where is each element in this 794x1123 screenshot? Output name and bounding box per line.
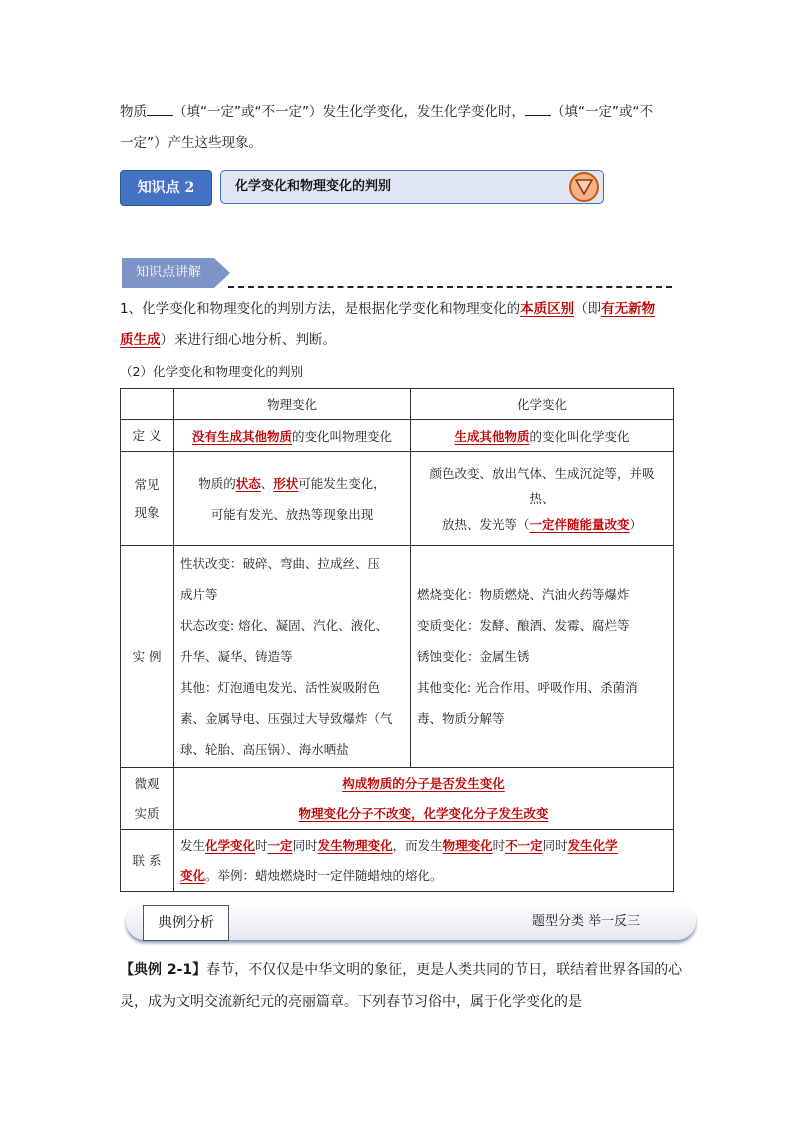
examples-chemical bbox=[411, 546, 674, 768]
text: ，而发生 bbox=[392, 837, 443, 853]
comparison-table bbox=[120, 388, 674, 892]
text: ） bbox=[629, 516, 643, 532]
paragraph-1-line-1 bbox=[120, 299, 655, 319]
text: 发生 bbox=[180, 837, 206, 853]
text: 实质 bbox=[134, 805, 160, 821]
highlight: 形状 bbox=[273, 475, 299, 491]
text: ）来进行细心地分析、判断。 bbox=[160, 332, 336, 348]
table-row bbox=[121, 420, 674, 452]
highlight: 构成物质的分子是否发生变化 bbox=[342, 775, 505, 791]
text: 时 bbox=[492, 837, 506, 853]
highlight: 不一定 bbox=[505, 837, 543, 853]
list-item: 素、金属导电、压强过大导致爆炸（气 bbox=[180, 711, 393, 726]
table-row bbox=[121, 389, 674, 420]
triangle-down-icon[interactable] bbox=[569, 172, 599, 202]
text: 同时 bbox=[542, 837, 568, 853]
list-item: 燃烧变化：物质燃烧、汽油火药等爆炸 bbox=[417, 587, 630, 602]
example-line-2: 灵，成为文明交流新纪元的亮丽篇章。下列春节习俗中，属于化学变化的是 bbox=[120, 994, 582, 1010]
table-row bbox=[121, 830, 674, 892]
highlight: 没有生成其他物质 bbox=[191, 428, 292, 444]
example-banner-caption: 题型分类 举一反三 bbox=[532, 914, 641, 929]
table-row bbox=[121, 452, 674, 546]
text: 热、 bbox=[529, 490, 555, 506]
list-item: 锈蚀变化：金属生锈 bbox=[417, 649, 530, 664]
highlight: 物理变化分子不改变，化学变化分子发生改变 bbox=[298, 805, 549, 821]
phenomena-chemical bbox=[411, 452, 674, 546]
highlight: 一定 bbox=[267, 837, 293, 853]
text: 春节，不仅仅是中华文明的象征，更是人类共同的节日，联结着世界各国的心 bbox=[206, 962, 683, 978]
text: 物质的 bbox=[198, 475, 236, 491]
row-label-micro bbox=[121, 768, 174, 830]
highlight: 物理变化 bbox=[442, 837, 493, 853]
definition-chemical bbox=[411, 420, 674, 452]
row-label-relation: 联 系 bbox=[121, 830, 174, 892]
table-cell-empty bbox=[121, 389, 174, 420]
example-line-1 bbox=[120, 960, 682, 980]
text: 可能有发光、放热等现象出现 bbox=[210, 506, 374, 522]
fill-blank-1[interactable] bbox=[147, 103, 173, 116]
knowledge-point-title: 化学变化和物理变化的判别 bbox=[235, 179, 392, 194]
fill-blank-2[interactable] bbox=[525, 103, 551, 116]
examples-physical bbox=[174, 546, 411, 768]
highlight: 状态 bbox=[235, 475, 261, 491]
phenomena-physical bbox=[174, 452, 411, 546]
row-label-phenomena bbox=[121, 452, 174, 546]
paragraph-1-line-2 bbox=[120, 330, 336, 350]
text: 1、化学变化和物理变化的判别方法，是根据化学变化和物理变化的 bbox=[120, 301, 521, 317]
list-item: 成片等 bbox=[180, 587, 218, 602]
highlight: 生成其他物质 bbox=[454, 428, 530, 444]
highlight: 一定伴随能量改变 bbox=[529, 516, 630, 532]
text: 微观 bbox=[134, 775, 160, 791]
highlight: 发生物理变化 bbox=[317, 837, 393, 853]
list-item: 升华、凝华、铸造等 bbox=[180, 649, 293, 664]
text: 常见 bbox=[134, 476, 160, 492]
text: 同时 bbox=[292, 837, 318, 853]
highlight: 发生化学 bbox=[567, 837, 618, 853]
list-item: 球、轮胎、高压锅）、海水晒盐 bbox=[180, 742, 349, 757]
highlight: 变化 bbox=[180, 867, 206, 883]
highlight-new-substance-cont: 质生成 bbox=[120, 332, 161, 348]
text: 的变化叫化学变化 bbox=[529, 428, 630, 444]
row-label-definition: 定 义 bbox=[121, 420, 174, 452]
list-item: 毒、物质分解等 bbox=[417, 711, 505, 726]
definition-physical bbox=[174, 420, 411, 452]
table-row bbox=[121, 768, 674, 830]
example-label: 【典例 2-1】 bbox=[120, 962, 207, 978]
intro-text: （填“一定”或“不 bbox=[550, 104, 653, 120]
knowledge-point-bar bbox=[220, 170, 604, 204]
text: 。举例：蜡烛燃烧时一定伴随蜡烛的熔化。 bbox=[205, 867, 443, 883]
text: 、 bbox=[260, 475, 274, 491]
subheading: （2）化学变化和物理变化的判别 bbox=[120, 364, 303, 379]
dashed-divider bbox=[228, 286, 672, 288]
text: 时 bbox=[255, 837, 268, 853]
section-header bbox=[122, 258, 232, 288]
header-chemical: 化学变化 bbox=[411, 389, 674, 420]
text: 的变化叫物理变化 bbox=[292, 428, 393, 444]
micro-essence bbox=[174, 768, 674, 830]
table-row bbox=[121, 546, 674, 768]
highlight-new-substance: 有无新物 bbox=[601, 301, 656, 317]
example-tag: 典例分析 bbox=[143, 905, 229, 941]
list-item: 其他：灯泡通电发光、活性炭吸附色 bbox=[180, 680, 381, 695]
knowledge-point-tag: 知识点 2 bbox=[120, 170, 212, 206]
section-label: 知识点讲解 bbox=[136, 265, 202, 280]
text: （即 bbox=[574, 301, 602, 317]
text: 放热、发光等（ bbox=[441, 516, 530, 532]
relation-text bbox=[174, 830, 674, 892]
intro-text: 物质 bbox=[120, 104, 147, 120]
intro-line-2: 一定”）产生这些现象。 bbox=[120, 135, 262, 151]
list-item: 状态改变: 熔化、凝固、汽化、液化、 bbox=[180, 618, 389, 633]
list-item: 性状改变：破碎、弯曲、拉成丝、压 bbox=[180, 556, 381, 571]
text: 颜色改变、放出气体、生成沉淀等，并吸 bbox=[429, 465, 655, 481]
text: 现象 bbox=[134, 504, 160, 520]
highlight-essential-difference: 本质区别 bbox=[520, 301, 575, 317]
list-item: 变质变化：发酵、酿酒、发霉、腐烂等 bbox=[417, 618, 630, 633]
text: 可能发生变化， bbox=[298, 475, 386, 491]
list-item: 其他变化: 光合作用、呼吸作用、杀菌消 bbox=[417, 680, 638, 695]
highlight: 化学变化 bbox=[205, 837, 256, 853]
intro-line-1 bbox=[120, 102, 653, 122]
row-label-examples: 实 例 bbox=[121, 546, 174, 768]
header-physical: 物理变化 bbox=[174, 389, 411, 420]
intro-text: （填“一定”或“不一定”）发生化学变化，发生化学变化时， bbox=[173, 104, 525, 120]
